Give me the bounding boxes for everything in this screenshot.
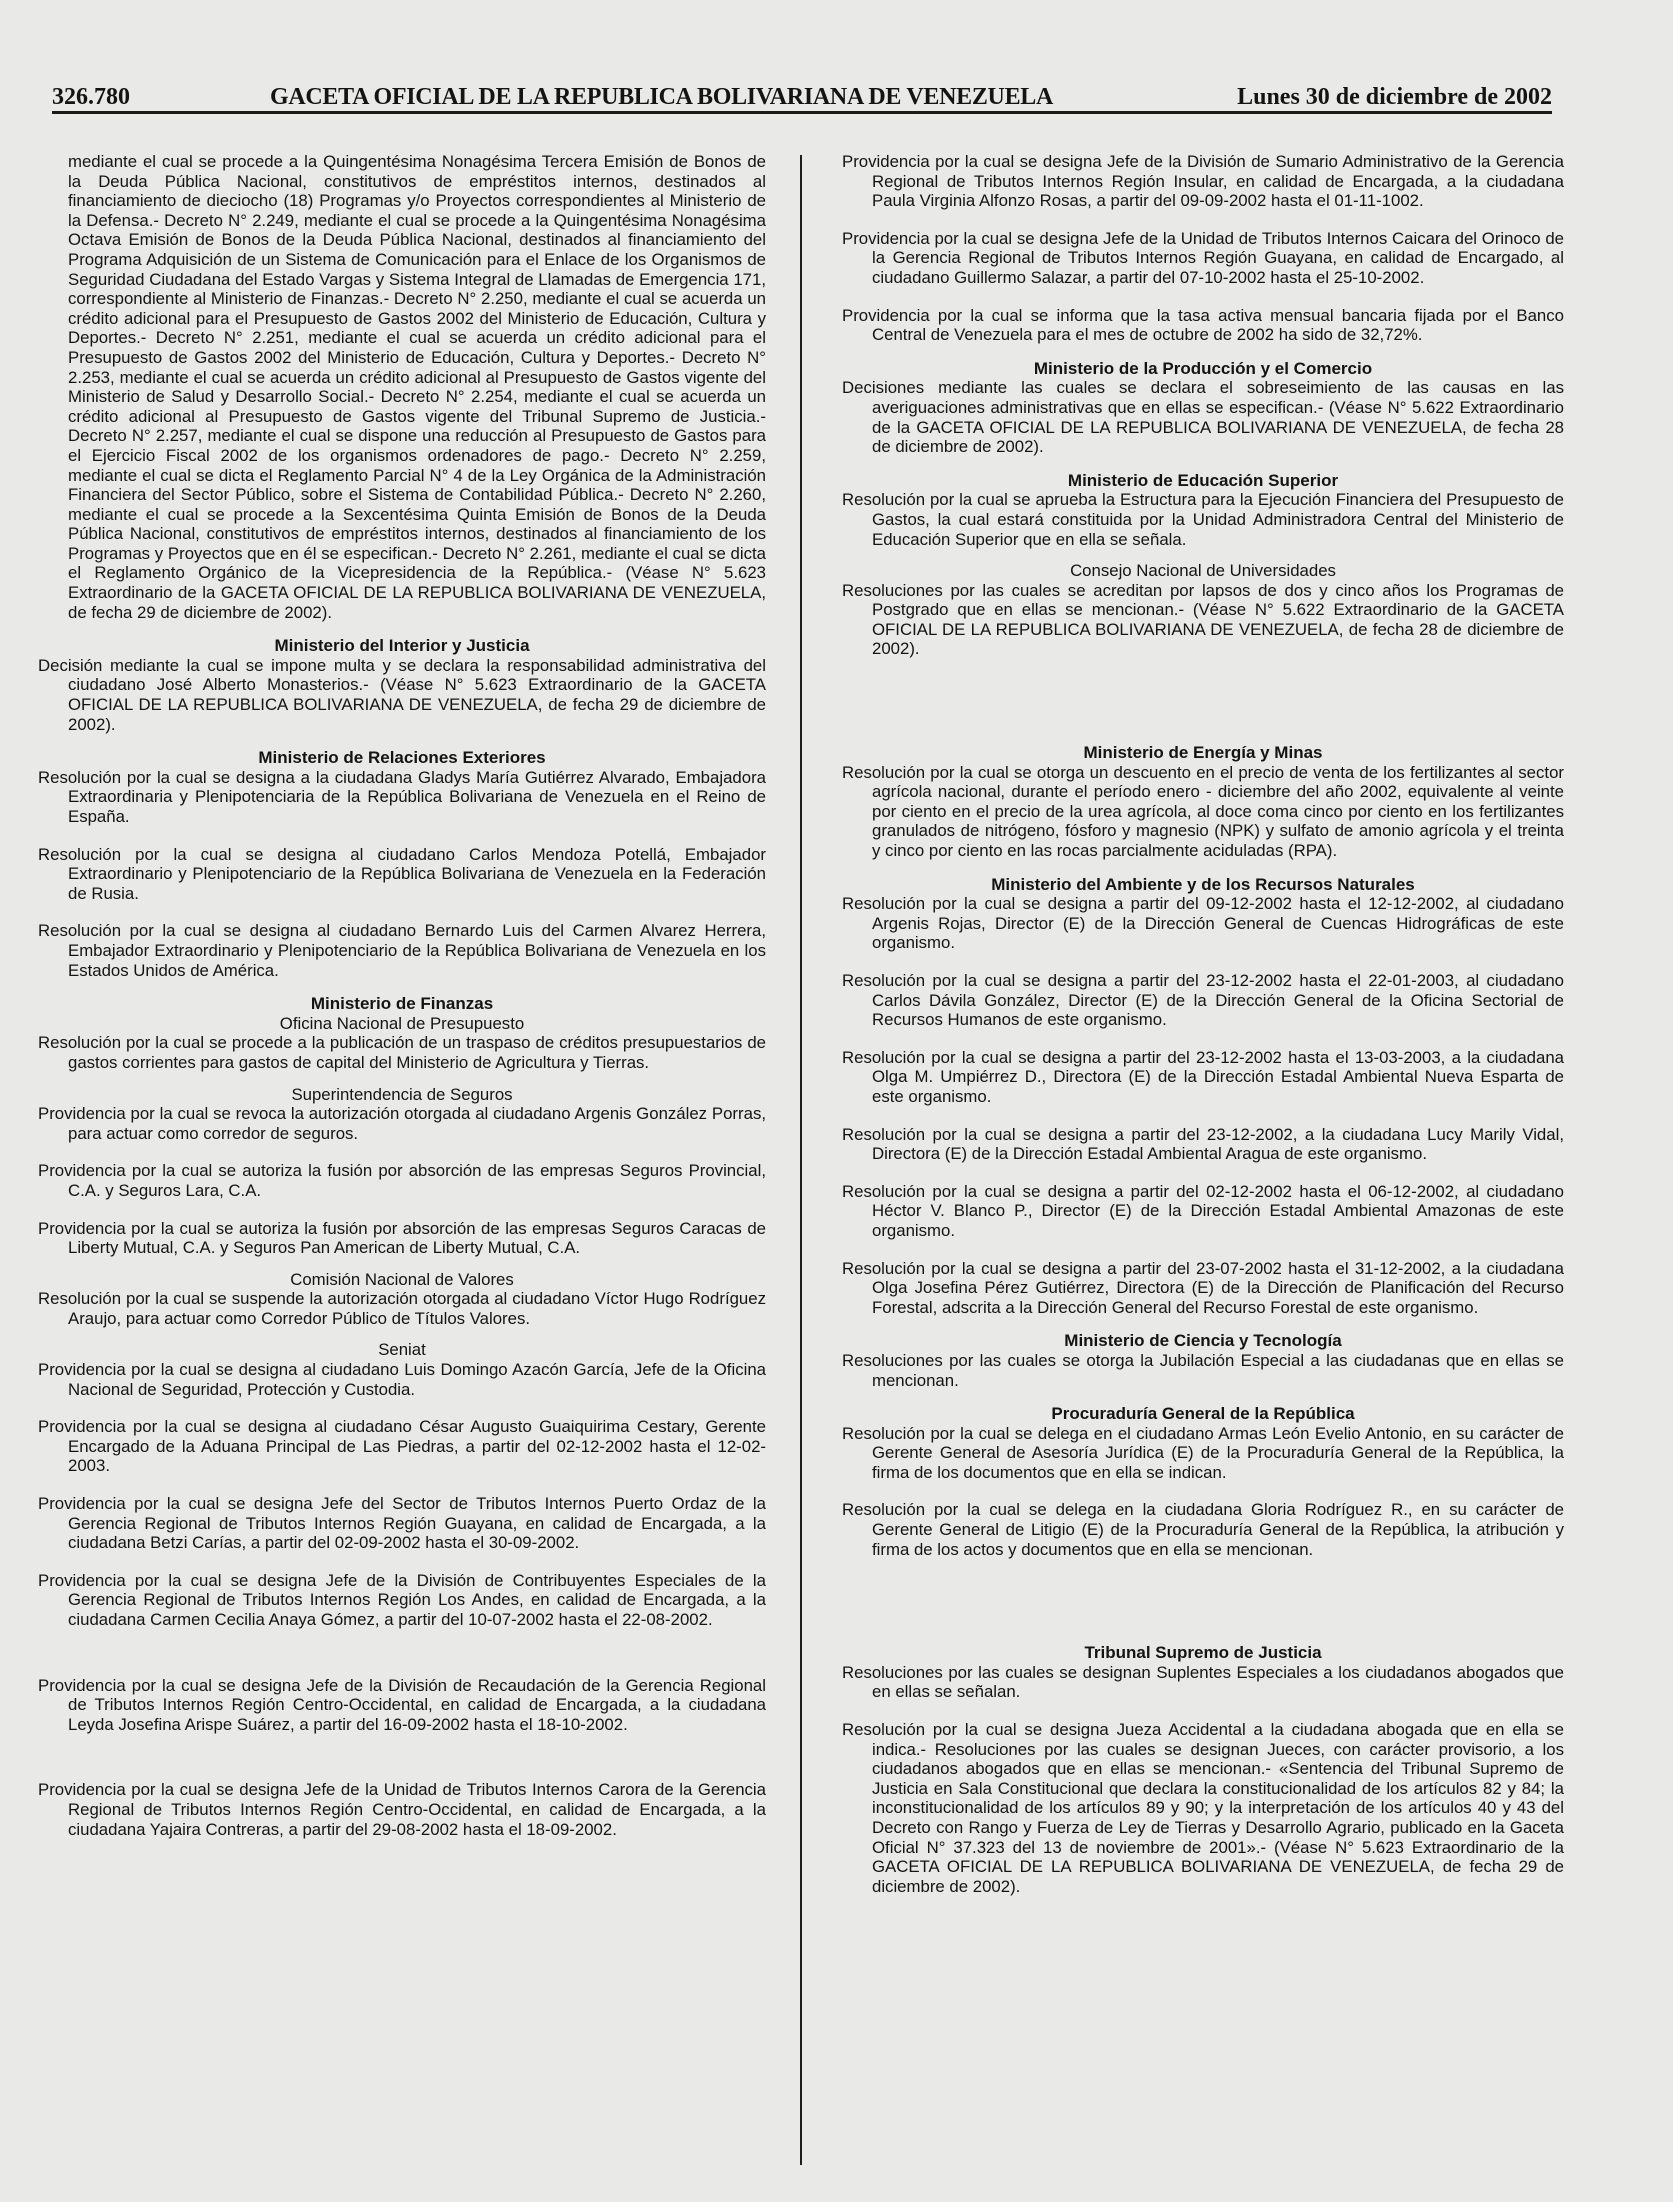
column-divider — [800, 155, 802, 2165]
section-heading-tribunal: Tribunal Supremo de Justicia — [1084, 1643, 1322, 1663]
entry-energia: Resolución por la cual se otorga un descuento en el precio de venta de los fertilizantes al sector agrícola nacional, durante el período enero - diciembre del año 2002, equivalente al veinte por ciento en el precio de la urea agrícola, al doce coma cinco por ciento en los fertilizantes granulados de nitrógeno, fósforo y magnesio (NPK) y sulfato de amonio agrícola y el treinta y cinco por ciento en las rocas parcialmente aciduladas (RPA). — [842, 762, 1564, 861]
entry-educacion: Resolución por la cual se aprueba la Estructura para la Ejecución Financiera del Presupuesto de Gastos, la cual estará constituida por la Unidad Administradora Central del Ministerio de Educación Superior que en ella se señala. — [842, 490, 1564, 549]
entry-ambiente-2: Resolución por la cual se designa a partir del 23-12-2002 hasta el 22-01-2003, al ciudadano Carlos Dávila González, Director (E) de la Dirección General de la Oficina Sectorial de Recursos Humanos de este organismo. — [842, 971, 1564, 1030]
page-header — [52, 80, 1552, 114]
entry-seniat-6: Providencia por la cual se designa Jefe de la Unidad de Tributos Internos Carora de la Gerencia Regional de Tributos Internos Región Centro-Occidental, en calidad de Encargada, a la ciudadana Yajaira Contreras, a partir del 29-08-2002 hasta el 18-09-2002. — [38, 1780, 766, 1839]
entry-seniat-4: Providencia por la cual se designa Jefe de la División de Contribuyentes Especiales de la Gerencia Regional de Tributos Internos Región Los Andes, en calidad de Encargada, a la ciudadana Carmen Cecilia Anaya Gómez, a partir del 10-07-2002 hasta el 22-08-2002. — [38, 1570, 766, 1629]
left-column — [38, 152, 766, 2192]
subheading-seguros: Superintendencia de Seguros — [291, 1084, 513, 1104]
entry-seniat-2: Providencia por la cual se designa al ciudadano César Augusto Guaiquirima Cestary, Gerente Encargado de la Aduana Principal de Las Piedras, a partir del 02-12-2002 hasta el 12-02-2003. — [38, 1417, 766, 1476]
entry-valores-1: Resolución por la cual se suspende la autorización otorgada al ciudadano Víctor Hugo Rodríguez Araujo, para actuar como Corredor Público de Títulos Valores. — [38, 1289, 766, 1328]
entry-ambiente-4: Resolución por la cual se designa a partir del 23-12-2002, a la ciudadana Lucy Marily Vidal, Directora (E) de la Dirección Estadal Ambiental Aragua de este organismo. — [842, 1124, 1564, 1164]
entry-exteriores-3: Resolución por la cual se designa al ciudadano Bernardo Luis del Carmen Alvarez Herrera, Embajador Extraordinario y Plenipotenciario de la República Bolivariana de Venezuela en los Estados Unidos de América. — [38, 921, 766, 980]
section-heading-produccion: Ministerio de la Producción y el Comercio — [1033, 358, 1373, 378]
subheading-valores: Comisión Nacional de Valores — [290, 1269, 514, 1289]
entry-seguros-2: Providencia por la cual se autoriza la fusión por absorción de las empresas Seguros Provincial, C.A. y Seguros Lara, C.A. — [38, 1161, 766, 1200]
subheading-universidades: Consejo Nacional de Universidades — [1070, 561, 1336, 581]
entry-seguros-1: Providencia por la cual se revoca la autorización otorgada al ciudadano Argenis González Porras, para actuar como corredor de seguros. — [38, 1104, 766, 1143]
section-heading-educacion: Ministerio de Educación Superior — [1067, 470, 1339, 490]
page-number: 326.780 — [52, 84, 130, 110]
section-heading-exteriores: Ministerio de Relaciones Exteriores — [258, 748, 546, 768]
entry-seguros-3: Providencia por la cual se autoriza la fusión por absorción de las empresas Seguros Caracas de Liberty Mutual, C.A. y Seguros Pan American de Liberty Mutual, C.A. — [38, 1218, 766, 1258]
right-column — [842, 152, 1564, 2192]
entry-procuraduria-1: Resolución por la cual se delega en el ciudadano Armas León Evelio Antonio, en su carácter de Gerente General de Asesoría Jurídica (E) de la Procuraduría General de la República, la firma de los documentos que en ella se indican. — [842, 1423, 1564, 1482]
entry-seniat-5: Providencia por la cual se designa Jefe de la División de Recaudación de la Gerencia Regional de Tributos Internos Región Centro-Occidental, en calidad de Encargada, a la ciudadana Leyda Josefina Arispe Suárez, a partir del 16-09-2002 hasta el 18-10-2002. — [38, 1675, 766, 1734]
section-heading-ciencia: Ministerio de Ciencia y Tecnología — [1064, 1331, 1342, 1351]
entry-seniat-3: Providencia por la cual se designa Jefe del Sector de Tributos Internos Puerto Ordaz de la Gerencia Regional de Tributos Internos Región Guayana, en calidad de Encargada, a la ciudadana Betzi Carías, a partir del 02-09-2002 hasta el 30-09-2002. — [38, 1494, 766, 1553]
entry-tribunal-1: Resoluciones por las cuales se designan Suplentes Especiales a los ciudadanos abogados que en ellas se señalan. — [842, 1662, 1564, 1702]
entry-seniat-1: Providencia por la cual se designa al ciudadano Luis Domingo Azacón García, Jefe de la Oficina Nacional de Seguridad, Protección y Custodia. — [38, 1360, 766, 1399]
entry-seniat-8: Providencia por la cual se designa Jefe de la Unidad de Tributos Internos Caicara del Orinoco de la Gerencia Regional de Tributos Internos Región Guayana, en calidad de Encargado, al ciudadano Guillermo Salazar, a partir del 07-10-2002 hasta el 25-10-2002. — [842, 228, 1564, 287]
entry-ambiente-5: Resolución por la cual se designa a partir del 02-12-2002 hasta el 06-12-2002, al ciudadano Héctor V. Blanco P., Director (E) de la Dirección Estadal Ambiental Amazonas de este organismo. — [842, 1181, 1564, 1240]
publication-date: Lunes 30 de diciembre de 2002 — [1237, 84, 1552, 110]
subheading-seniat: Seniat — [378, 1340, 426, 1360]
entry-universidades: Resoluciones por las cuales se acreditan por lapsos de dos y cinco años los Programas de Postgrado que en ellas se mencionan.- (Véase N° 5.622 Extraordinario de la GACETA OFICIAL DE LA REPUBLICA BOLIVARIANA DE VENEZUELA, de fecha 28 de diciembre de 2002). — [842, 580, 1564, 659]
section-heading-ambiente: Ministerio del Ambiente y de los Recursos Naturales — [991, 874, 1415, 894]
entry-interior: Decisión mediante la cual se impone multa y se declara la responsabilidad administrativa del ciudadano José Alberto Monasterios.- (Véase N° 5.623 Extraordinario de la GACETA OFICIAL DE LA REPUBLICA BOLIVARIANA DE VENEZUELA, de fecha 29 de diciembre de 2002). — [38, 655, 766, 734]
entry-exteriores-2: Resolución por la cual se designa al ciudadano Carlos Mendoza Potellá, Embajador Extraordinario y Plenipotenciario de la República Bolivariana de Venezuela en la Federación de Rusia. — [38, 844, 766, 903]
entry-finanzas-1: Resolución por la cual se procede a la publicación de un traspaso de créditos presupuestarios de gastos corrientes para gastos de capital del Ministerio de Agricultura y Tierras. — [38, 1033, 766, 1072]
decree-summary: mediante el cual se procede a la Quingentésima Nonagésima Tercera Emisión de Bonos de la Deuda Pública Nacional, constitutivos de empréstitos internos, destinados al financiamiento de dieciocho (18) Programas y/o Proyectos correspondientes al Ministerio de la Defensa.- Decreto N° 2.249, mediante el cual se procede a la Quingentésima Nonagésima Octava Emisión de Bonos de la Deuda Pública Nacional, destinados al financiamiento del Programa Adquisición de un Sistema de Comunicación para el Enlace de los Organismos de Seguridad Ciudadana del Estado Vargas y Sistema Integral de Llamadas de Emergencia 171, correspondiente al Ministerio de Finanzas.- Decreto N° 2.250, mediante el cual se acuerda un crédito adicional para el Presupuesto de Gastos 2002 del Ministerio de Educación, Cultura y Deportes.- Decreto N° 2.251, mediante el cual se acuerda un crédito adicional para el Presupuesto de Gastos 2002 del Ministerio de Educación, Cultura y Deportes.- Decreto N° 2.253, mediante el cual se acuerda un crédito adicional al Presupuesto de Gastos vigente del Ministerio de Salud y Desarrollo Social.- Decreto N° 2.254, mediante el cual se acuerda un crédito adicional al Presupuesto de Gastos vigente del Tribunal Supremo de Justicia.- Decreto N° 2.257, mediante el cual se dispone una reducción al Presupuesto de Gastos para el Ejercicio Fiscal 2002 de los organismos ordenadores de pago.- Decreto N° 2.259, mediante el cual se dicta el Reglamento Parcial N° 4 de la Ley Orgánica de la Administración Financiera del Sector Público, sobre el Sistema de Contabilidad Pública.- Decreto N° 2.260, mediante el cual se procede a la Sexcentésima Quinta Emisión de Bonos de la Deuda Pública Nacional, constitutivos de empréstitos internos, destinados al financiamiento de los Programas y Proyectos que en él se especifican.- Decreto N° 2.261, mediante el cual se dicta el Reglamento Orgánico de la Vicepresidencia de la República.- (Véase N° 5.623 Extraordinario de la GACETA OFICIAL DE LA REPUBLICA BOLIVARIANA DE VENEZUELA, de fecha 29 de diciembre de 2002). — [68, 152, 766, 622]
section-heading-energia: Ministerio de Energía y Minas — [1083, 743, 1323, 763]
section-heading-interior: Ministerio del Interior y Justicia — [274, 636, 530, 656]
entry-ambiente-1: Resolución por la cual se designa a partir del 09-12-2002 hasta el 12-12-2002, al ciudadano Argenis Rojas, Director (E) de la Dirección General de Cuencas Hidrográficas de este organismo. — [842, 894, 1564, 953]
section-heading-finanzas: Ministerio de Finanzas — [310, 994, 494, 1014]
entry-ciencia: Resoluciones por las cuales se otorga la Jubilación Especial a las ciudadanas que en ellas se mencionan. — [842, 1350, 1564, 1390]
entry-produccion: Decisiones mediante las cuales se declara el sobreseimiento de las causas en las averiguaciones administrativas que en ellas se especifican.- (Véase N° 5.622 Extraordinario de la GACETA OFICIAL DE LA REPUBLICA BOLIVARIANA DE VENEZUELA, de fecha 28 de diciembre de 2002). — [842, 378, 1564, 457]
header-rule — [52, 111, 1552, 114]
entry-ambiente-6: Resolución por la cual se designa a partir del 23-07-2002 hasta el 31-12-2002, a la ciudadana Olga Josefina Pérez Gutiérrez, Directora (E) de la Dirección de Planificación del Recurso Forestal, adscrita a la Dirección General del Recurso Forestal de este organismo. — [842, 1258, 1564, 1317]
entry-procuraduria-2: Resolución por la cual se delega en la ciudadana Gloria Rodríguez R., en su carácter de Gerente General de Litigio (E) de la Procuraduría General de la República, la atribución y firma de los actos y documentos que en ella se mencionan. — [842, 1500, 1564, 1559]
publication-title: GACETA OFICIAL DE LA REPUBLICA BOLIVARIANA DE VENEZUELA — [270, 84, 1054, 110]
entry-seniat-9: Providencia por la cual se informa que la tasa activa mensual bancaria fijada por el Banco Central de Venezuela para el mes de octubre de 2002 ha sido de 32,72%. — [842, 305, 1564, 345]
entry-ambiente-3: Resolución por la cual se designa a partir del 23-12-2002 hasta el 13-03-2003, a la ciudadana Olga M. Umpiérrez D., Directora (E) de la Dirección Estadal Ambiental Nueva Esparta de este organismo. — [842, 1047, 1564, 1106]
section-heading-procuraduria: Procuraduría General de la República — [1051, 1404, 1355, 1424]
entry-exteriores-1: Resolución por la cual se designa a la ciudadana Gladys María Gutiérrez Alvarado, Embajadora Extraordinaria y Plenipotenciaria de la República Bolivariana de Venezuela en el Reino de España. — [38, 767, 766, 826]
subheading-presupuesto: Oficina Nacional de Presupuesto — [279, 1013, 525, 1033]
entry-seniat-7: Providencia por la cual se designa Jefe de la División de Sumario Administrativo de la Gerencia Regional de Tributos Internos Región Insular, en calidad de Encargada, a la ciudadana Paula Virginia Alfonzo Rosas, a partir del 09-09-2002 hasta el 01-11-1002. — [842, 152, 1564, 211]
entry-tribunal-2: Resolución por la cual se designa Jueza Accidental a la ciudadana abogada que en ella se indica.- Resoluciones por las cuales se designan Jueces, con carácter provisorio, a los ciudadanos abogados que en ellas se mencionan.- «Sentencia del Tribunal Supremo de Justicia en Sala Constitucional que declara la constitucionalidad de los artículos 82 y 84; la inconstitucionalidad de los artículos 89 y 90; y la interpretación de los artículos 40 y 43 del Decreto con Rango y Fuerza de Ley de Tierras y Desarrollo Agrario, publicado en la Gaceta Oficial N° 37.323 del 13 de noviembre de 2001».- (Véase N° 5.623 Extraordinario de la GACETA OFICIAL DE LA REPUBLICA BOLIVARIANA DE VENEZUELA, de fecha 29 de diciembre de 2002). — [842, 1720, 1564, 1896]
